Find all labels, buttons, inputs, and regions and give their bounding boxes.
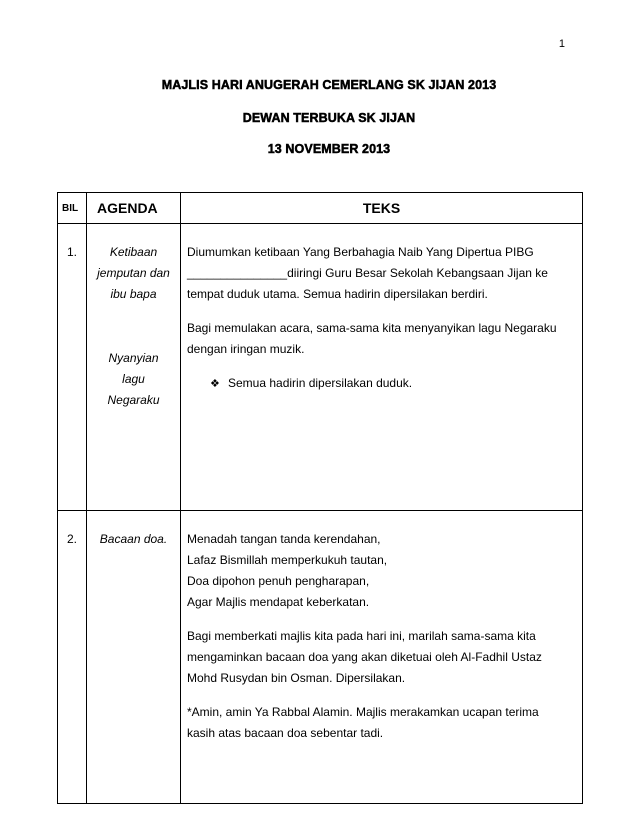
table-header-row [58, 193, 583, 224]
teks-line: Semua hadirin dipersilakan duduk. [228, 376, 413, 390]
agenda-line: Nyanyian [108, 351, 159, 365]
page-number: 1 [558, 38, 565, 50]
agenda-line: jemputan dan [97, 266, 170, 280]
teks-line: *Amin, amin Ya Rabbal Alamin. Majlis merakamkan ucapan terima [187, 705, 539, 719]
row-number: 2. [58, 511, 87, 804]
agenda-line: Ketibaan [109, 245, 158, 259]
teks-cell [181, 511, 583, 804]
agenda-cell [87, 224, 181, 511]
teks-line: dengan iringan muzik. [187, 342, 305, 356]
teks-line: mengaminkan bacaan doa yang akan diketuai oleh Al-Fadhil Ustaz [187, 650, 542, 664]
teks-line: tempat duduk utama. Semua hadirin dipersilakan berdiri. [187, 287, 488, 301]
table-row [58, 511, 583, 804]
agenda-line: Negaraku [107, 393, 160, 407]
teks-line: kasih atas bacaan doa sebentar tadi. [187, 726, 384, 740]
header-teks: TEKS [181, 193, 583, 224]
teks-line: Diumumkan ketibaan Yang Berbahagia Naib Yang Dipertua PIBG [187, 245, 534, 259]
agenda-line: lagu [122, 372, 145, 386]
table-row [58, 224, 583, 511]
teks-line: Agar Majlis mendapat keberkatan. [187, 595, 370, 609]
teks-line: Bagi memulakan acara, sama-sama kita menyanyikan lagu Negaraku [187, 321, 557, 335]
teks-line: Doa dipohon penuh pengharapan, [187, 574, 370, 588]
header-agenda: AGENDA [87, 193, 181, 224]
teks-line: Lafaz Bismillah memperkukuh tautan, [187, 553, 388, 567]
teks-cell [181, 224, 583, 511]
agenda-line: ibu bapa [110, 287, 157, 301]
event-title: MAJLIS HARI ANUGERAH CEMERLANG SK JIJAN 2013 [161, 78, 497, 92]
teks-line: Mohd Rusydan bin Osman. Dipersilakan. [187, 671, 406, 685]
date-title: 13 NOVEMBER 2013 [267, 142, 391, 156]
diamond-bullet-icon: ❖ [210, 378, 220, 390]
header-bil: BIL [58, 193, 87, 224]
agenda-cell [87, 511, 181, 804]
teks-line: Menadah tangan tanda kerendahan, [187, 532, 381, 546]
agenda-line: Bacaan doa. [99, 532, 168, 546]
agenda-table [57, 192, 583, 804]
teks-line: Bagi memberkati majlis kita pada hari ini, marilah sama-sama kita [187, 629, 536, 643]
venue-title: DEWAN TERBUKA SK JIJAN [242, 111, 416, 125]
teks-line: _______________diiringi Guru Besar Sekolah Kebangsaan Jijan ke [187, 266, 548, 280]
bullet-item [187, 373, 578, 395]
row-number: 1. [58, 224, 87, 511]
